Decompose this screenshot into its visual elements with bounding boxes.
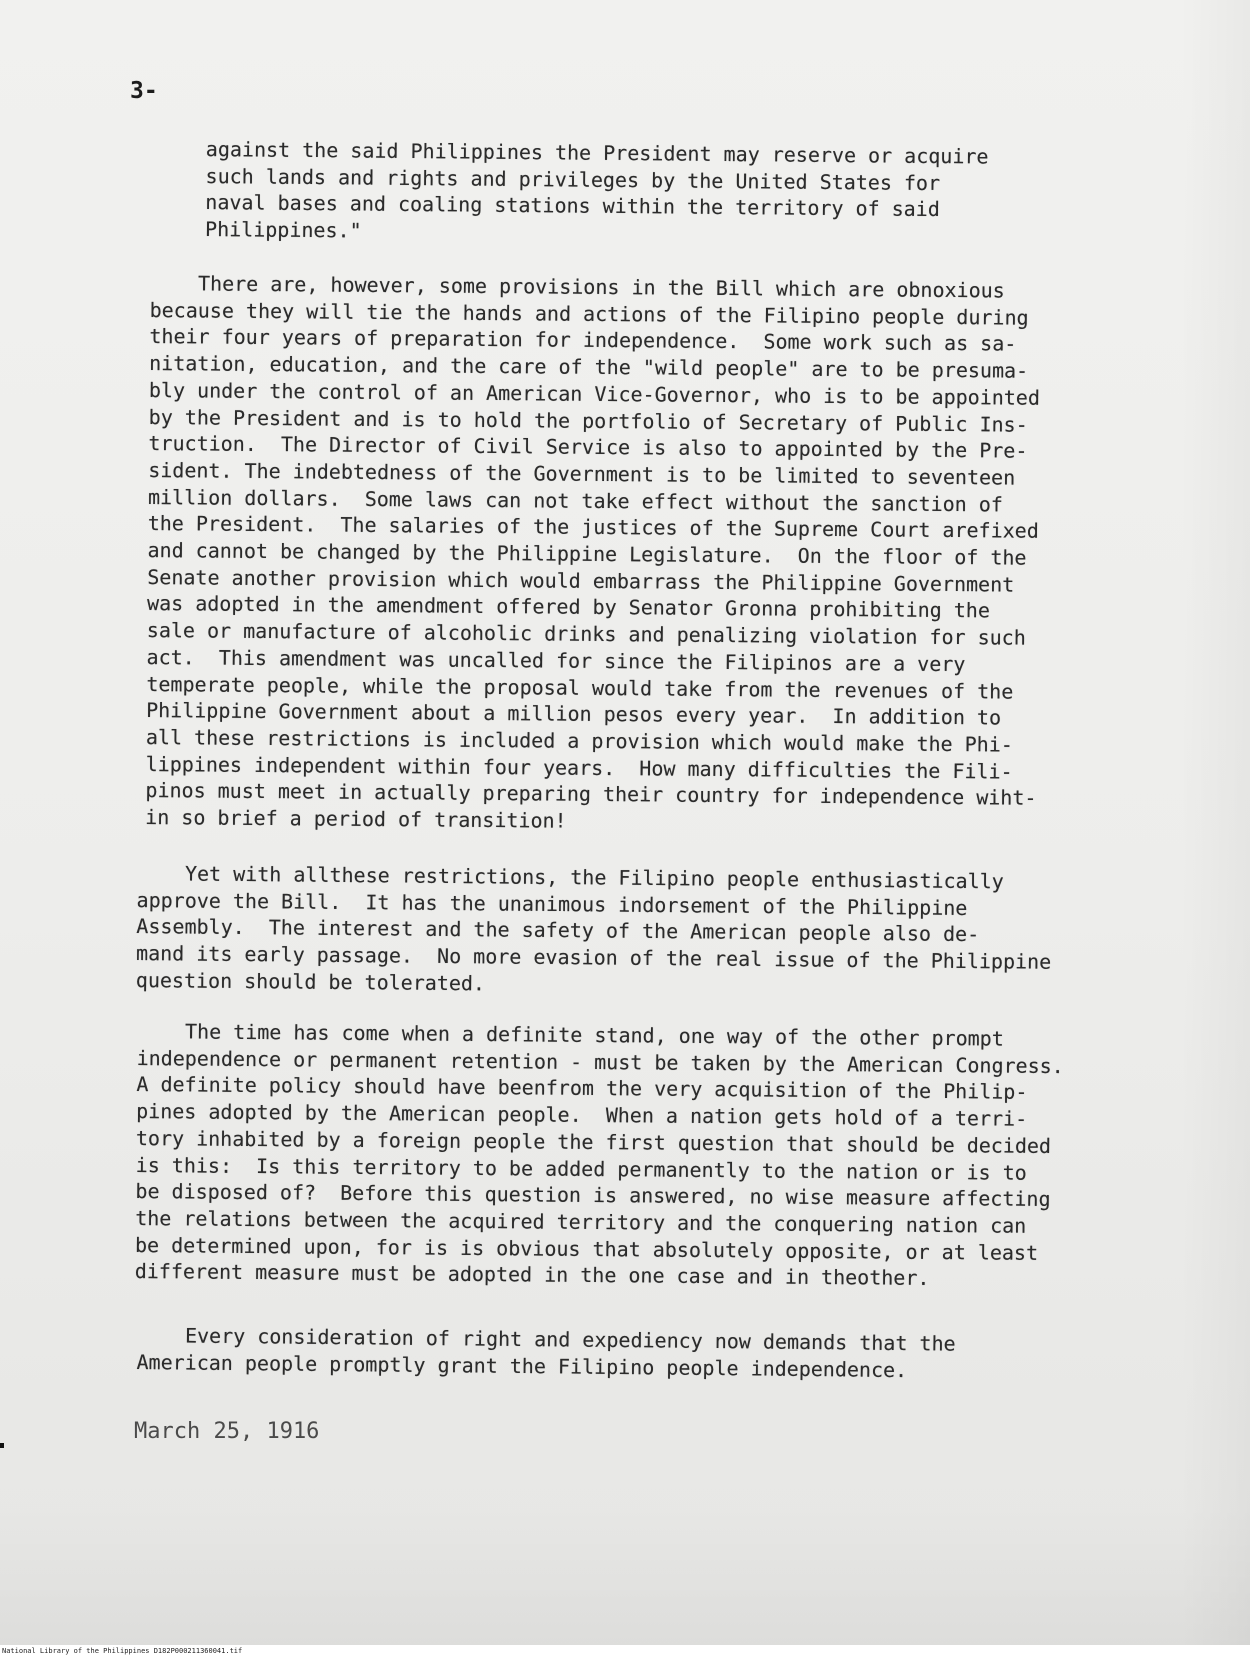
text-line: question should be tolerated.: [135, 967, 486, 996]
text-line: The time has come when a definite stand, one way of the other prompt: [136, 1018, 1004, 1051]
text-line: temperate people, while the proposal would take from the revenues of the: [146, 671, 1014, 704]
text-line: Assembly. The interest and the safety of the American people also de-: [136, 914, 980, 947]
text-line: the President. The salaries of the justices of the Supreme Court arefixed: [147, 511, 1039, 544]
text-line: different measure must be adopted in the one case and in theother.: [134, 1259, 930, 1291]
text-line: in so brief a period of transition!: [145, 805, 567, 833]
text-line: Every consideration of right and expediency now demands that the: [136, 1323, 956, 1356]
text-line: against the said Philippines the President may reserve or acquire: [205, 136, 989, 169]
text-line: independence or permanent retention - must be taken by the American Congress.: [136, 1045, 1064, 1078]
text-line: be disposed of? Before this question is answered, no wise measure affecting: [135, 1179, 1051, 1212]
text-line: tory inhabited by a foreign people the first question that should be decided: [135, 1125, 1052, 1158]
text-line: A definite policy should have beenfrom the very acquisition of the Philip-: [136, 1072, 1028, 1105]
text-line: all these restrictions is included a provision which would make the Phi-: [145, 724, 1013, 757]
text-line: approve the Bill. It has the unanimous indorsement of the Philippine: [136, 887, 968, 920]
text-line: There are, however, some provisions in the Bill which are obnoxious: [149, 270, 1005, 303]
text-line: nitation, education, and the care of the "wild people" are to be presuma-: [149, 351, 1029, 383]
text-line: because they will tie the hands and actions of the Filipino people during: [149, 297, 1029, 330]
document-date: March 25, 1916: [134, 1419, 320, 1444]
page-number: 3-: [130, 78, 158, 104]
paragraph-approval: [136, 860, 1052, 1002]
text-line: act. This amendment was uncalled for since the Filipinos are a very: [146, 644, 966, 676]
text-line: is this: Is this territory to be added permanently to the nation or is to: [135, 1152, 1027, 1185]
text-line: truction. The Director of Civil Service is also to appointed by the Pre-: [148, 431, 1028, 463]
text-line: bly under the control of an American Vice-Governor, who is to be appointed: [148, 377, 1041, 410]
text-line: pines adopted by the American people. When a nation gets hold of a terri-: [136, 1099, 1028, 1131]
text-line: and cannot be changed by the Philippine Legislature. On the floor of the: [147, 538, 1027, 570]
scan-footer-caption: National Library of the Philippines D182P000211360041.tif: [2, 1647, 243, 1655]
text-line: American people promptly grant the Filipino people independence.: [136, 1349, 908, 1382]
text-line: their four years of preparation for independence. Some work such as sa-: [149, 324, 1017, 356]
paragraph-quote-end: [205, 136, 989, 250]
text-line: be determined upon, for is is obvious that absolutely opposite, or at least: [134, 1232, 1039, 1265]
text-line: the relations between the acquired territory and the conquering nation can: [135, 1205, 1027, 1238]
text-line: Senate another provision which would embarrass the Philippine Government: [147, 564, 1015, 597]
text-line: Philippine Government about a million pesos every year. In addition to: [146, 698, 1002, 730]
text-line: Philippines.": [204, 217, 362, 243]
text-line: by the President and is to hold the portfolio of Secretary of Public Ins-: [148, 404, 1028, 437]
text-line: was adopted in the amendment offered by Senator Gronna prohibiting the: [146, 591, 991, 623]
text-line: lippines independent within four years. How many difficulties the Fili-: [145, 751, 1013, 784]
paragraph-definite-stand: [135, 1018, 1064, 1293]
text-line: sale or manufacture of alcoholic drinks and penalizing violation for such: [146, 618, 1026, 650]
page-bottom-shading: [0, 1505, 1250, 1645]
text-line: Yet with allthese restrictions, the Filipino people enthusiastically: [136, 860, 1004, 894]
page-edge-shading: [1180, 0, 1250, 1645]
text-line: pinos must meet in actually preparing their country for independence wiht-: [145, 778, 1037, 811]
text-line: naval bases and coaling stations within the territory of said: [205, 190, 940, 222]
text-line: mand its early passage. No more evasion of the real issue of the Philippine: [135, 941, 1052, 974]
text-line: such lands and rights and privileges by the United States for: [205, 163, 941, 195]
paragraph-conclusion: [136, 1322, 955, 1384]
scan-artifact: [0, 1443, 4, 1448]
paragraph-provisions: [145, 270, 1041, 839]
text-line: sident. The indebtedness of the Government is to be limited to seventeen: [148, 457, 1016, 490]
text-line: million dollars. Some laws can not take effect without the sanction of: [147, 484, 1004, 517]
